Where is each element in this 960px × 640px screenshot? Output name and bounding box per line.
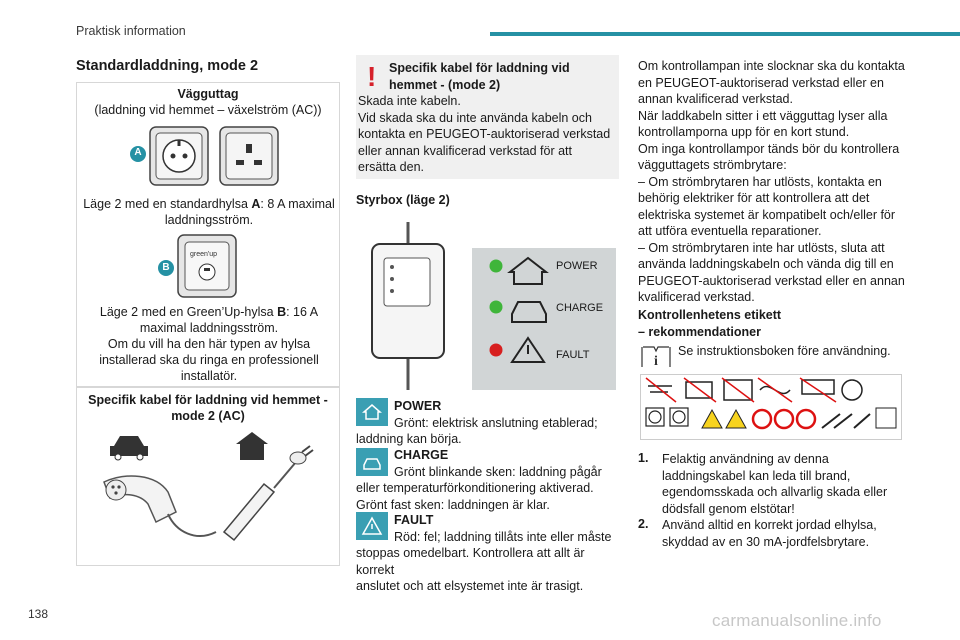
warning-body: Skada inte kabeln. Vid skada ska du inte använda kabeln och kontakta en PEUGEOT-auktoriserad verkstad eller annan kvalificerad verkstad för att ersätta den. (358, 94, 611, 174)
watermark: carmanualsonline.info (712, 611, 882, 630)
header-accent-bar (490, 32, 960, 36)
power-text: POWER Grönt: elektrisk anslutning etablerad; laddning kan börja. (356, 399, 598, 446)
mode-a-text: Läge 2 med en standardhylsa A: 8 A maximal laddningsström. (83, 197, 335, 227)
right-intro-text: Om kontrollampan inte slocknar ska du kontakta en PEUGEOT-auktoriserad verkstad eller en annan kvalificerad verkstad. När laddkabeln sitter i ett vägguttag lyser alla kontrollamporna upp för en kort stund. Om inga kontrollampor tänds bör du kontrollera vägguttagets strömbrytare: – Om strömbrytaren har utlösts, kontakta en behörig elektriker för att kontrollera att det elektriska systemet är kompatibelt och/eller för att utföra eventuella reparationer. – Om strömbrytaren inte har utlösts, sluta att använda laddningskabeln och vända dig till en PEUGEOT-auktoriserad verkstad eller en annan kvalificerad verkstad. (638, 59, 905, 304)
socket-illustration (128, 124, 288, 190)
diagram-fault-label: FAULT (556, 349, 590, 361)
warning-box (356, 55, 619, 179)
page-title: Standardladdning, mode 2 (76, 58, 259, 74)
wall-socket-subtitle: (laddning vid hemmet – växelström (AC)) (94, 103, 322, 117)
label-b: B (162, 262, 170, 273)
safety-pictograms (640, 374, 902, 440)
svg-text:i: i (654, 354, 658, 369)
manual-icon (640, 343, 672, 369)
label-a: A (134, 147, 142, 158)
warning-icon: ! (367, 61, 377, 92)
diagram-charge-label: CHARGE (556, 302, 604, 314)
cable-box-title: Specifik kabel för laddning vid hemmet - mode 2 (AC) (88, 393, 328, 423)
diagram-power-label: POWER (556, 260, 598, 272)
charge-text: CHARGE Grönt blinkande sken: laddning pågår eller temperaturförkonditionering aktiverad. Grönt fast sken: laddningen är klar. (356, 448, 602, 512)
mode-b-text: Läge 2 med en Green’Up-hylsa B: 16 A maximal laddningsström. Om du vill ha den här typen av hylsa installerad ska du ringa en professionell installatör. (99, 305, 319, 383)
manual-note: Se instruktionsboken före användning. (678, 344, 891, 358)
control-box-title: Styrbox (läge 2) (356, 193, 450, 207)
home-cable-illustration (96, 432, 318, 558)
label-recommendations-title: Kontrollenhetens etikett – rekommendationer (638, 308, 782, 339)
item-2-number: 2. (638, 517, 649, 531)
wall-socket-title: Vägguttag (177, 87, 239, 101)
item-1-number: 1. (638, 451, 649, 465)
item-1-text: Felaktig användning av denna laddningskabel kan leda till brand, egendomsskada och allvarlig skada eller dödsfall genom elstötar! (662, 452, 888, 516)
page-number: 138 (28, 607, 49, 621)
warning-title-1: Specifik kabel för laddning vid (389, 61, 570, 75)
item-2-text: Använd alltid en korrekt jordad elhylsa, skyddad av en 30 mA-jordfelsbrytare. (662, 518, 877, 549)
warning-title-2: hemmet - (mode 2) (389, 77, 501, 92)
greenup-logo-text: green'up (190, 251, 218, 258)
section-header: Praktisk information (76, 24, 186, 38)
fault-text: FAULT Röd: fel; laddning tillåts inte eller måste stoppas omedelbart. Kontrollera att allt är korrekt anslutet och att elsystemet inte är trasigt. (356, 513, 612, 593)
